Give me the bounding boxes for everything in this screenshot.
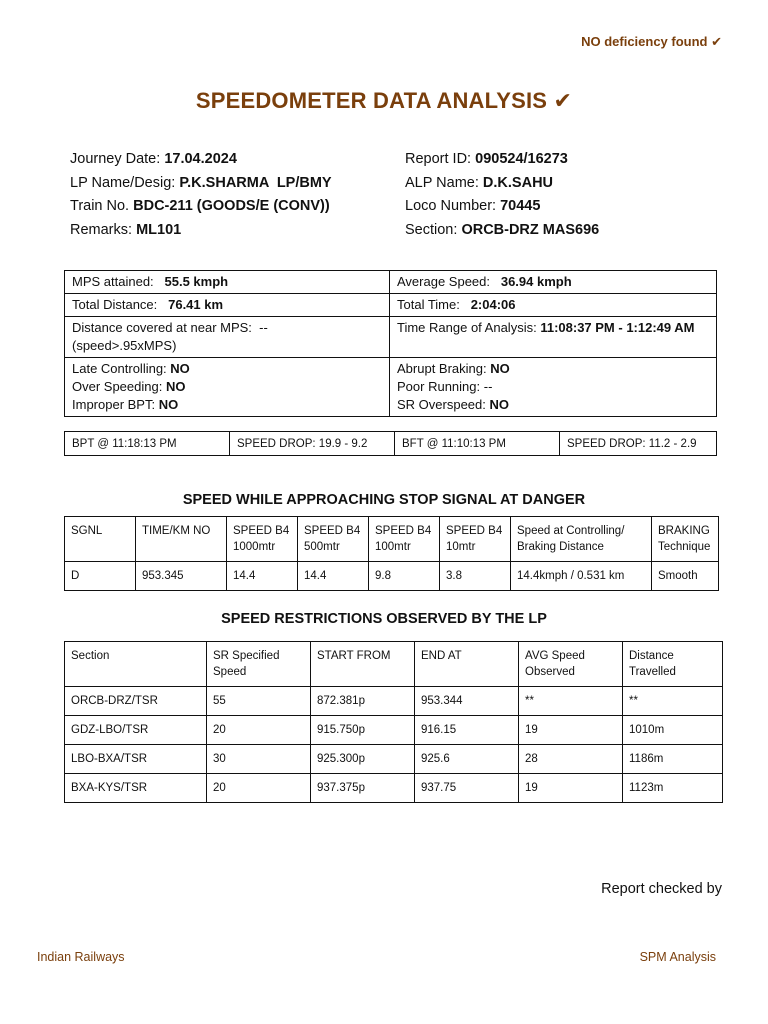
signal-section-title: SPEED WHILE APPROACHING STOP SIGNAL AT DANGER (182, 492, 586, 508)
section-line (405, 219, 599, 243)
report-checked-by: Report checked by (601, 881, 722, 897)
abrupt-braking (397, 360, 709, 378)
poor-label: Poor Running: (397, 379, 481, 394)
column-header: SPEED B4 1000mtr (227, 517, 298, 562)
journey-date-line (70, 148, 332, 172)
table-cell: 14.4 (298, 562, 369, 591)
table-cell: 28 (519, 745, 623, 774)
table-cell: 20 (207, 716, 311, 745)
brake-test-cell: BFT @ 11:10:13 PM (395, 432, 560, 456)
loco-value: 70445 (500, 198, 541, 214)
train-line (70, 195, 332, 219)
table-cell: 1123m (623, 774, 723, 803)
poor-running (397, 378, 709, 396)
remarks-line (70, 219, 332, 243)
table-cell: 14.4 (227, 562, 298, 591)
sr-section-title: SPEED RESTRICTIONS OBSERVED BY THE LP (221, 611, 547, 627)
alp-value: D.K.SAHU (482, 174, 554, 191)
table-cell: LBO-BXA/TSR (65, 745, 207, 774)
mps-label: MPS attained: (72, 274, 154, 289)
table-cell: GDZ-LBO/TSR (65, 716, 207, 745)
table-header-row (65, 517, 719, 562)
table-cell: 1186m (623, 745, 723, 774)
deficiency-status: NO deficiency found ✔ (581, 34, 722, 49)
time-cell (390, 294, 717, 317)
near-mps-label: Distance covered at near MPS: (72, 320, 252, 335)
time-range-label: Time Range of Analysis: (397, 320, 537, 335)
column-header: START FROM (311, 642, 415, 687)
table-cell: 925.300p (311, 745, 415, 774)
table-cell: 953.345 (136, 562, 227, 591)
signal-table (64, 516, 719, 591)
table-cell: 953.344 (415, 687, 519, 716)
summary-row (65, 271, 717, 294)
table-cell: 14.4kmph / 0.531 km (511, 562, 652, 591)
table-cell: 937.75 (415, 774, 519, 803)
late-controlling (72, 360, 382, 378)
column-header: Distance Travelled (623, 642, 723, 687)
table-cell: BXA-KYS/TSR (65, 774, 207, 803)
table-cell: Smooth (652, 562, 719, 591)
footer-organization: Indian Railways (37, 950, 125, 964)
report-id-value: 090524/16273 (475, 151, 568, 167)
column-header: SPEED B4 10mtr (440, 517, 511, 562)
avg-speed-label: Average Speed: (397, 274, 490, 289)
report-id-line (405, 148, 599, 172)
near-mps-note: (speed>.95xMPS) (72, 338, 177, 353)
bpt-value: NO (158, 397, 179, 412)
table-cell: 30 (207, 745, 311, 774)
info-left-column (70, 148, 332, 242)
time-label: Total Time: (397, 297, 460, 312)
summary-row (65, 317, 717, 358)
table-cell: 915.750p (311, 716, 415, 745)
table-cell: 916.15 (415, 716, 519, 745)
over-label: Over Speeding: (72, 379, 163, 394)
summary-row (65, 358, 717, 417)
poor-value: -- (483, 379, 493, 394)
mps-cell (65, 271, 390, 294)
table-row (65, 562, 719, 591)
remarks-label: Remarks: (70, 221, 133, 238)
brake-test-table (64, 431, 717, 456)
brake-test-cell: SPEED DROP: 11.2 - 2.9 (560, 432, 717, 456)
remarks-value: ML101 (136, 221, 182, 238)
journey-date-label: Journey Date: (70, 151, 161, 167)
table-cell: 55 (207, 687, 311, 716)
section-label: Section: (405, 221, 458, 238)
column-header: END AT (415, 642, 519, 687)
time-range-cell (390, 317, 717, 358)
table-cell: 20 (207, 774, 311, 803)
table-cell: 1010m (623, 716, 723, 745)
alp-label: ALP Name: (405, 174, 479, 191)
avg-speed-cell (390, 271, 717, 294)
avg-speed-value: 36.94 kmph (500, 274, 572, 289)
late-value: NO (170, 361, 190, 376)
column-header: SR Specified Speed (207, 642, 311, 687)
journey-date-value: 17.04.2024 (164, 151, 237, 167)
time-range-value: 11:08:37 PM - 1:12:49 AM (540, 320, 695, 335)
table-cell: ** (519, 687, 623, 716)
column-header: Section (65, 642, 207, 687)
column-header: Speed at Controlling/ Braking Distance (511, 517, 652, 562)
column-header: TIME/KM NO (136, 517, 227, 562)
abrupt-label: Abrupt Braking: (397, 361, 487, 376)
late-label: Late Controlling: (72, 361, 167, 376)
over-value: NO (165, 379, 186, 394)
table-row (65, 774, 723, 803)
section-value: ORCB-DRZ MAS696 (461, 221, 600, 238)
loco-label: Loco Number: (405, 198, 497, 214)
sr-overspeed (397, 396, 709, 414)
lp-value: P.K.SHARMA LP/BMY (179, 174, 332, 191)
distance-value: 76.41 km (168, 297, 224, 312)
table-cell: ** (623, 687, 723, 716)
train-value: BDC-211 (GOODS/E (CONV)) (133, 198, 330, 214)
table-cell: 937.375p (311, 774, 415, 803)
column-header: SGNL (65, 517, 136, 562)
lp-line (70, 172, 332, 196)
sr-label: SR Overspeed: (397, 397, 486, 412)
brake-test-cell: BPT @ 11:18:13 PM (65, 432, 230, 456)
improper-bpt (72, 396, 382, 414)
table-cell: 9.8 (369, 562, 440, 591)
checks-right-cell (390, 358, 717, 417)
near-mps-cell (65, 317, 390, 358)
loco-line (405, 195, 599, 219)
table-row (65, 716, 723, 745)
summary-table (64, 270, 717, 417)
lp-label: LP Name/Desig: (70, 174, 176, 191)
distance-cell (65, 294, 390, 317)
table-cell: 3.8 (440, 562, 511, 591)
summary-row (65, 294, 717, 317)
table-cell: 19 (519, 716, 623, 745)
column-header: SPEED B4 100mtr (369, 517, 440, 562)
bpt-label: Improper BPT: (72, 397, 156, 412)
report-title: SPEEDOMETER DATA ANALYSIS ✔ (195, 88, 573, 113)
column-header: AVG Speed Observed (519, 642, 623, 687)
column-header: BRAKING Technique (652, 517, 719, 562)
table-header-row (65, 642, 723, 687)
time-value: 2:04:06 (470, 297, 516, 312)
info-right-column (405, 148, 599, 242)
alp-line (405, 172, 599, 196)
sr-value: NO (489, 397, 509, 412)
abrupt-value: NO (490, 361, 510, 376)
checks-left-cell (65, 358, 390, 417)
brake-test-cell: SPEED DROP: 19.9 - 9.2 (230, 432, 395, 456)
table-cell: 925.6 (415, 745, 519, 774)
speed-restriction-table (64, 641, 723, 803)
footer-report-type: SPM Analysis (639, 950, 716, 964)
mps-value: 55.5 kmph (164, 274, 229, 289)
table-cell: 872.381p (311, 687, 415, 716)
over-speeding (72, 378, 382, 396)
train-label: Train No. (70, 198, 130, 214)
brake-test-row (65, 432, 717, 456)
column-header: SPEED B4 500mtr (298, 517, 369, 562)
table-cell: D (65, 562, 136, 591)
distance-label: Total Distance: (72, 297, 158, 312)
table-cell: 19 (519, 774, 623, 803)
table-row (65, 745, 723, 774)
report-id-label: Report ID: (405, 151, 472, 167)
near-mps-value: -- (259, 320, 268, 335)
table-cell: ORCB-DRZ/TSR (65, 687, 207, 716)
table-row (65, 687, 723, 716)
